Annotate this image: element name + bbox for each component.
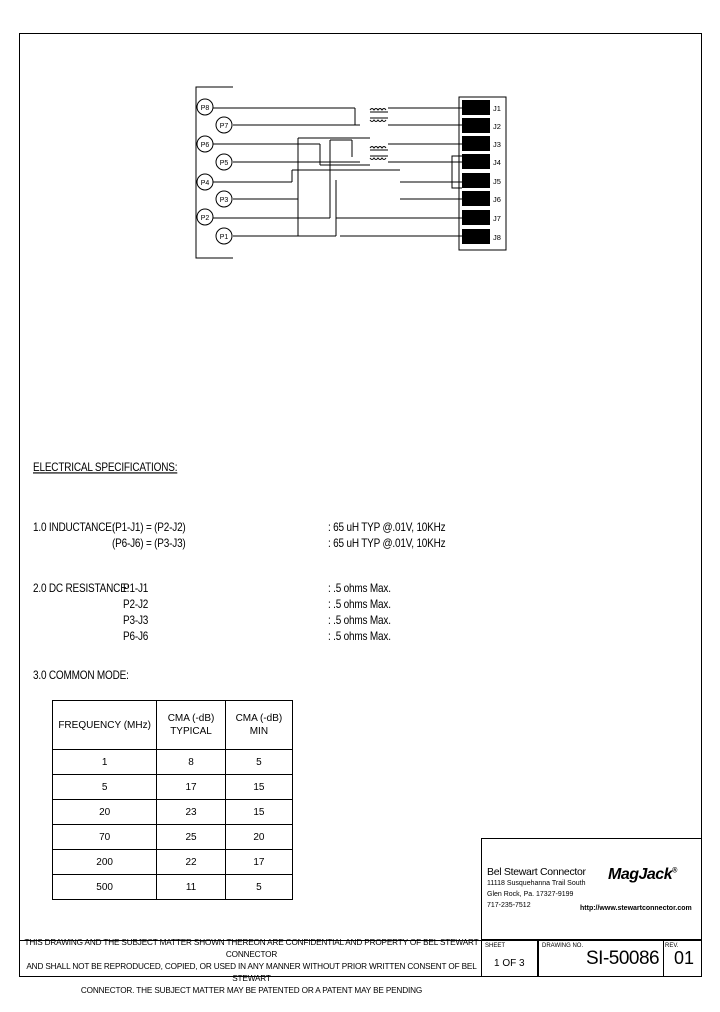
pin-label-p8: P8 [200,105,210,112]
table-row: 5 17 15 [53,775,293,800]
pin-label-p6: P6 [200,142,210,149]
pin-j1 [462,100,490,115]
pin-label-j2: J2 [493,122,501,131]
company-phone: 717-235-7512 [487,902,531,909]
pin-label-j5: J5 [493,177,501,186]
inductance-value-1: : 65 uH TYP @.01V, 10KHz [328,522,446,535]
dc-value-3: : .5 ohms Max. [328,615,391,628]
company-address-1: 11118 Susquehanna Trail South [487,880,586,887]
company-block [481,838,702,940]
pin-label-j3: J3 [493,140,501,149]
notice-line-3: CONNECTOR. THE SUBJECT MATTER MAY BE PATENTED OR A PATENT MAY BE PENDING [80,986,423,995]
rev-value: 01 [674,948,695,968]
pin-j3 [462,136,490,151]
table-row: 200 22 17 [53,850,293,875]
website-link[interactable]: http://www.stewartconnector.com [580,905,692,912]
pin-j6 [462,191,490,206]
pin-label-j8: J8 [493,233,501,242]
pin-label-p4: P4 [200,180,210,187]
table-row: 1 8 5 [53,750,293,775]
dc-value-4: : .5 ohms Max. [328,631,391,644]
spec-heading: ELECTRICAL SPECIFICATIONS: [33,462,178,475]
inductance-pairs-1: (P1-J1) = (P2-J2) [112,522,186,535]
common-mode-label: 3.0 COMMON MODE: [33,670,129,683]
pin-label-p1: P1 [219,234,229,241]
inductance-pairs-2: (P6-J6) = (P3-J3) [112,538,186,551]
rev-label: REV. [665,943,679,949]
pin-label-p2: P2 [200,215,210,222]
dc-value-2: : .5 ohms Max. [328,599,391,612]
dc-pair-3: P3-J3 [123,615,149,628]
pin-label-p5: P5 [219,160,229,167]
table-header-row [53,701,293,750]
pin-j2 [462,118,490,133]
pin-label-j1: J1 [493,104,501,113]
pin-j4 [462,154,490,169]
pin-label-j7: J7 [493,214,501,223]
notice-line-1: THIS DRAWING AND THE SUBJECT MATTER SHOWN THEREON ARE CONFIDENTIAL AND PROPERTY OF BEL STEWART CONNECTOR [24,938,479,959]
inductance-label: 1.0 INDUCTANCE: [33,522,115,535]
sheet-label: SHEET [485,943,506,949]
notice-line-2: AND SHALL NOT BE REPRODUCED, COPIED, OR USED IN ANY MANNER WITHOUT PRIOR WRITTEN CONSENT OF BEL STEWART [26,962,477,983]
schematic-diagram [0,0,720,300]
dc-resistance-label: 2.0 DC RESISTANCE: [33,583,130,596]
company-address-2: Glen Rock, Pa. 17327-9199 [487,891,574,898]
inductance-value-2: : 65 uH TYP @.01V, 10KHz [328,538,446,551]
brand-name: MagJack [608,866,673,883]
magjack-logo [608,866,677,884]
table-row: 70 25 20 [53,825,293,850]
dc-value-1: : .5 ohms Max. [328,583,391,596]
dc-pair-1: P1-J1 [123,583,149,596]
dc-pair-4: P6-J6 [123,631,149,644]
sheet-value: 1 OF 3 [494,958,525,969]
col-min: CMA (-dB) MIN [225,701,292,750]
brand-mark: ® [672,867,677,875]
pin-label-j6: J6 [493,195,501,204]
pin-j7 [462,210,490,225]
dc-pair-2: P2-J2 [123,599,149,612]
drawing-number: SI-50086 [586,948,660,969]
company-name: Bel Stewart Connector [487,866,586,878]
col-frequency: FREQUENCY (MHz) [53,701,157,750]
drawing-label: DRAWING NO. [542,943,584,949]
table-row: 500 11 5 [53,875,293,900]
pin-label-j4: J4 [493,158,501,167]
confidentiality-notice [24,937,479,997]
col-typical: CMA (-dB) TYPICAL [157,701,226,750]
table-row: 20 23 15 [53,800,293,825]
pin-label-p3: P3 [219,197,229,204]
pin-j8 [462,229,490,244]
pin-label-p7: P7 [219,123,229,130]
pin-j5 [462,173,490,188]
common-mode-table [52,700,293,900]
